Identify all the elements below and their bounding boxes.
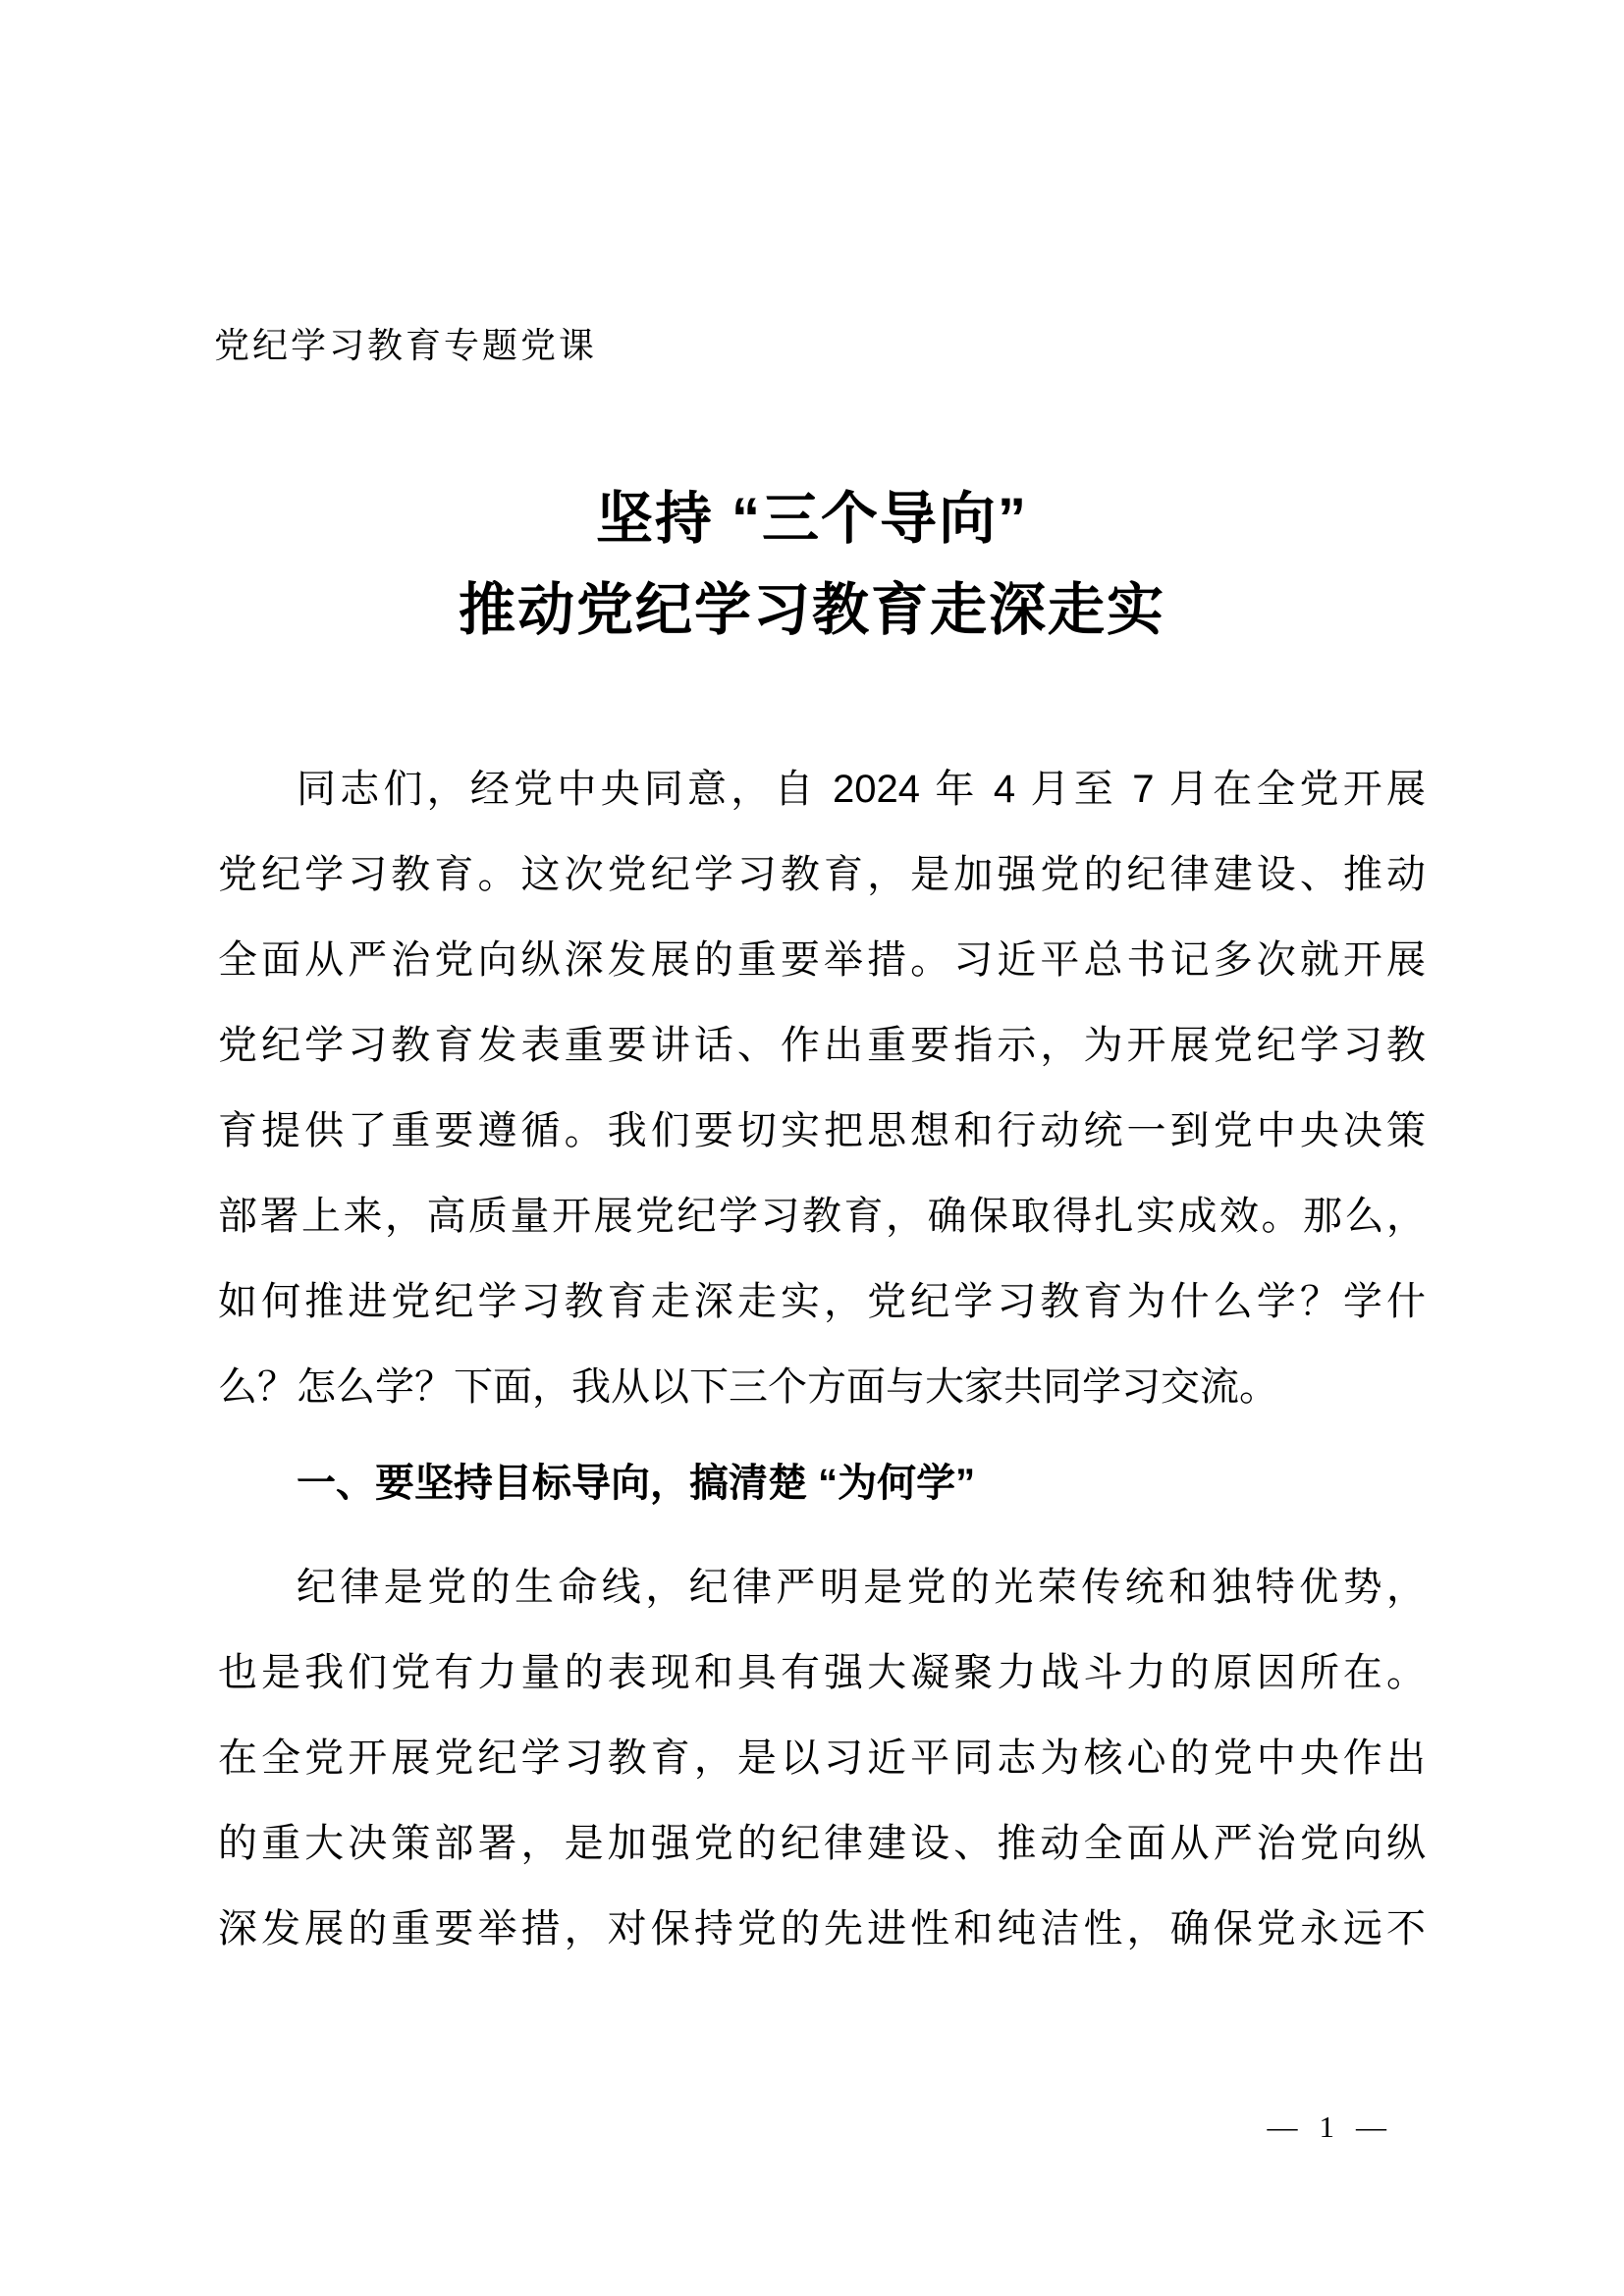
page-footer xyxy=(1268,2110,1387,2144)
body-line: 部署上来，高质量开展党纪学习教育，确保取得扎实成效。那么， xyxy=(218,1195,1426,1238)
section-heading: 一、要坚持目标导向，搞清楚 “为何学” xyxy=(297,1462,976,1505)
title-line-1: 坚持 “三个导向” xyxy=(595,487,1029,551)
body-line: 党纪学习教育。这次党纪学习教育，是加强党的纪律建设、推动 xyxy=(218,853,1426,896)
page-number: 1 xyxy=(1319,2109,1334,2144)
footer-dash-left: — xyxy=(1267,2109,1298,2144)
body-line: 育提供了重要遵循。我们要切实把思想和行动统一到党中央决策 xyxy=(218,1109,1426,1152)
body-line: 同志们，经党中央同意，自 2024 年 4 月至 7 月在全党开展 xyxy=(297,768,1426,811)
paragraph-2 xyxy=(218,1545,1426,1972)
document-title xyxy=(0,473,1624,656)
footer-dash-right: — xyxy=(1356,2109,1386,2144)
body-line: 纪律是党的生命线，纪律严明是党的光荣传统和独特优势， xyxy=(297,1566,1426,1609)
body-line: 的重大决策部署，是加强党的纪律建设、推动全面从严治党向纵 xyxy=(218,1822,1426,1865)
body-line: 如何推进党纪学习教育走深走实，党纪学习教育为什么学？学什 xyxy=(218,1280,1426,1323)
title-line-2: 推动党纪学习教育走深走实 xyxy=(458,578,1165,642)
body-line: 在全党开展党纪学习教育，是以习近平同志为核心的党中央作出 xyxy=(218,1736,1426,1780)
body-line: 也是我们党有力量的表现和具有强大凝聚力战斗力的原因所在。 xyxy=(218,1651,1426,1694)
body-line: 党纪学习教育发表重要讲话、作出重要指示，为开展党纪学习教 xyxy=(218,1024,1426,1067)
paragraph-1 xyxy=(218,747,1426,1430)
document-header: 党纪学习教育专题党课 xyxy=(214,325,598,365)
body-line: 么？怎么学？下面，我从以下三个方面与大家共同学习交流。 xyxy=(218,1365,1278,1409)
body-line: 深发展的重要举措，对保持党的先进性和纯洁性，确保党永远不 xyxy=(218,1907,1426,1950)
body-line: 全面从严治党向纵深发展的重要举措。习近平总书记多次就开展 xyxy=(218,938,1426,982)
